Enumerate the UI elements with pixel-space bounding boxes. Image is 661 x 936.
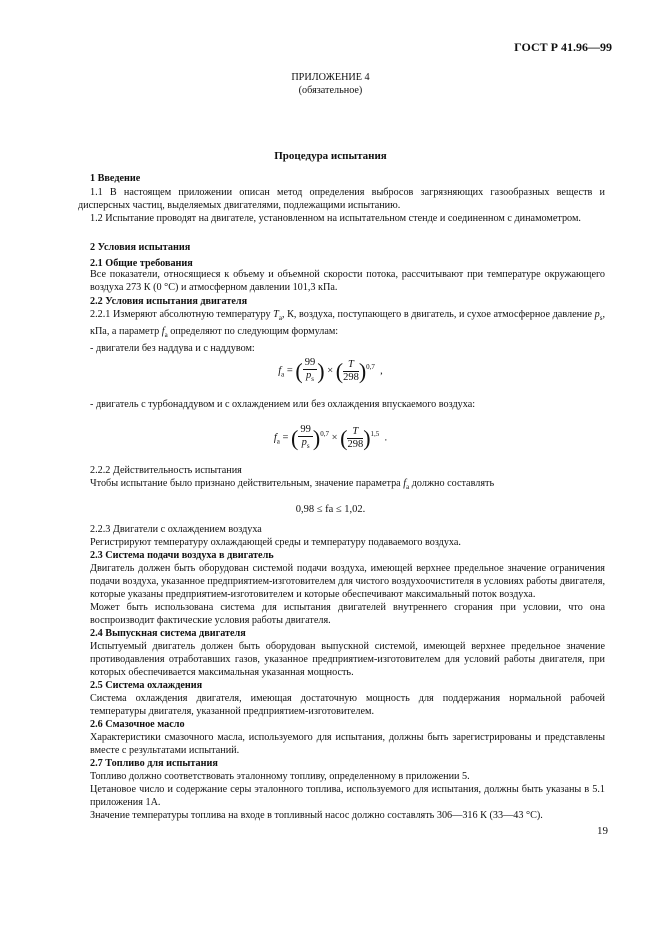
denominator: 298 <box>343 371 359 383</box>
section-2-2-3 <box>90 523 605 822</box>
paragraph: Может быть использована система для испытания двигателей внутреннего сгорания при условии, что она воспроизводит фактические условия работы двигателя. <box>90 602 605 626</box>
paragraph: Все показатели, относящиеся к объему и объемной скорости потока, рассчитывают при температуре окружающего воздуха 273 К (0 °С) и атмосферном давлении 101,3 кПа. <box>90 269 605 293</box>
numerator: T <box>348 358 354 370</box>
document-title: Процедура испытания <box>274 150 387 162</box>
formula-2: $f_a$ = ( $\frac{99}{p_s}$ )$^{0,7}$ × ( $\frac{T}{298}$ )$^{1,5}$ . <box>273 424 388 451</box>
exponent: 1,5 <box>370 429 380 438</box>
paragraph: Топливо должно соответствовать эталонному топливу, определенному в приложении 5. <box>90 771 470 782</box>
text: определяют по следующим формулам: <box>167 326 339 338</box>
section-1-body <box>78 186 605 225</box>
subsection-heading: 2.2.2 Действительность испытания <box>90 465 242 476</box>
section-2-heading-wrap <box>90 241 605 270</box>
condition-formula: 0,98 ≤ fa ≤ 1,02. <box>295 504 366 515</box>
subsection-heading: 2.3 Система подачи воздуха в двигатель <box>90 550 274 561</box>
section-2-2-1 <box>90 308 605 355</box>
text: Чтобы испытание было признано действительным, значение параметра <box>90 478 404 489</box>
section-heading: 2 Условия испытания <box>90 242 191 253</box>
page-number: 19 <box>597 825 608 837</box>
bullet-2 <box>90 398 605 411</box>
section-heading: 1 Введение <box>90 173 141 184</box>
paragraph: Система охлаждения двигателя, имеющая достаточную мощность для поддержания нормальной рабочей температуры двигателя, указанной предприятием-изготовителем. <box>90 693 605 717</box>
section-2-1-body <box>90 268 605 294</box>
paragraph: 1.2 Испытание проводят на двигателе, установленном на испытательном стенде и соединенном с динамометром. <box>90 213 581 224</box>
appendix-title: ПРИЛОЖЕНИЕ 4 <box>291 72 370 83</box>
paragraph: 1.1 В настоящем приложении описан метод определения выбросов загрязняющих газообразных веществ и дисперсных частиц, выделяемых двигателями, подлежащими испытанию. <box>78 187 605 211</box>
subsection-heading: 2.2 Условия испытания двигателя <box>90 296 248 307</box>
text: должно составлять <box>409 478 495 489</box>
section-2-2 <box>90 295 605 308</box>
paragraph: 2.2.1 Измеряют абсолютную температуру $T_a$, К, воздуха, поступающего в двигатель, и сухое атмосферное давление $p_s$, кПа, а параметр $f_a$ определяют по следующим формулам: <box>90 309 605 340</box>
formula-1: $f_a$ = ( $\frac{99}{p_s}$ ) × ( $\frac{T}{298}$ )$^{0,7}$ , <box>278 357 383 384</box>
paragraph: Регистрируют температуру охлаждающей среды и температуру подаваемого воздуха. <box>90 537 461 548</box>
document-header: ГОСТ Р 41.96—99 <box>514 40 612 54</box>
appendix-subtitle: (обязательное) <box>298 85 363 96</box>
text: , кПа, а параметр <box>90 309 605 338</box>
subsection-heading: 2.6 Смазочное масло <box>90 719 185 730</box>
paragraph: Цетановое число и содержание серы эталонного топлива, используемого для испытания, должны быть указаны в 5.1 приложения 1А. <box>90 784 605 808</box>
text: , К, воздуха, поступающего в двигатель, и сухое атмосферное давление <box>281 309 595 320</box>
paragraph: Чтобы испытание было признано действительным, значение параметра $f_a$ должно составлять <box>90 478 495 492</box>
numerator: 99 <box>304 357 316 368</box>
subsection-heading: 2.7 Топливо для испытания <box>90 758 218 769</box>
section-2-2-2 <box>90 464 605 494</box>
subsection-heading: 2.4 Выпускная система двигателя <box>90 628 246 639</box>
exponent: 0,7 <box>366 362 375 371</box>
bullet-text: - двигатель с турбонаддувом и с охлаждением или без охлаждения впускаемого воздуха: <box>90 399 476 410</box>
paragraph: Двигатель должен быть оборудован системой подачи воздуха, имеющей верхнее предельное значение ограничения подачи воздуха, указанное предприятием-изготовителем для чистого воздухоочистителя в условиях работы двигателя, которые указаны предприятием-изготовителем и которые обеспечивают максимальный поток воздуха. <box>90 563 605 600</box>
paragraph: Испытуемый двигатель должен быть оборудован выпускной системой, имеющей верхнее предельное значение противодавления отработавших газов, указанное предприятием-изготовителем для условий работы двигателя, при которых обеспечивается максимальная указанная мощность. <box>90 641 605 678</box>
paragraph: Характеристики смазочного масла, используемого для испытания, должны быть зарегистрированы и представлены вместе с результатами испытаний. <box>90 732 605 756</box>
subsection-heading: 2.1 Общие требования <box>90 258 193 269</box>
text: 2.2.1 Измеряют абсолютную температуру <box>90 309 274 320</box>
times-sign: × <box>327 365 334 377</box>
paragraph: Значение температуры топлива на входе в топливный насос должно составлять 306—316 К (33—43 °С). <box>90 810 543 821</box>
bullet-text: - двигатели без наддува и с наддувом: <box>90 343 255 355</box>
section-1 <box>90 172 605 185</box>
subsection-heading: 2.2.3 Двигатели с охлаждением воздуха <box>90 524 262 535</box>
subsection-heading: 2.5 Система охлаждения <box>90 680 203 691</box>
